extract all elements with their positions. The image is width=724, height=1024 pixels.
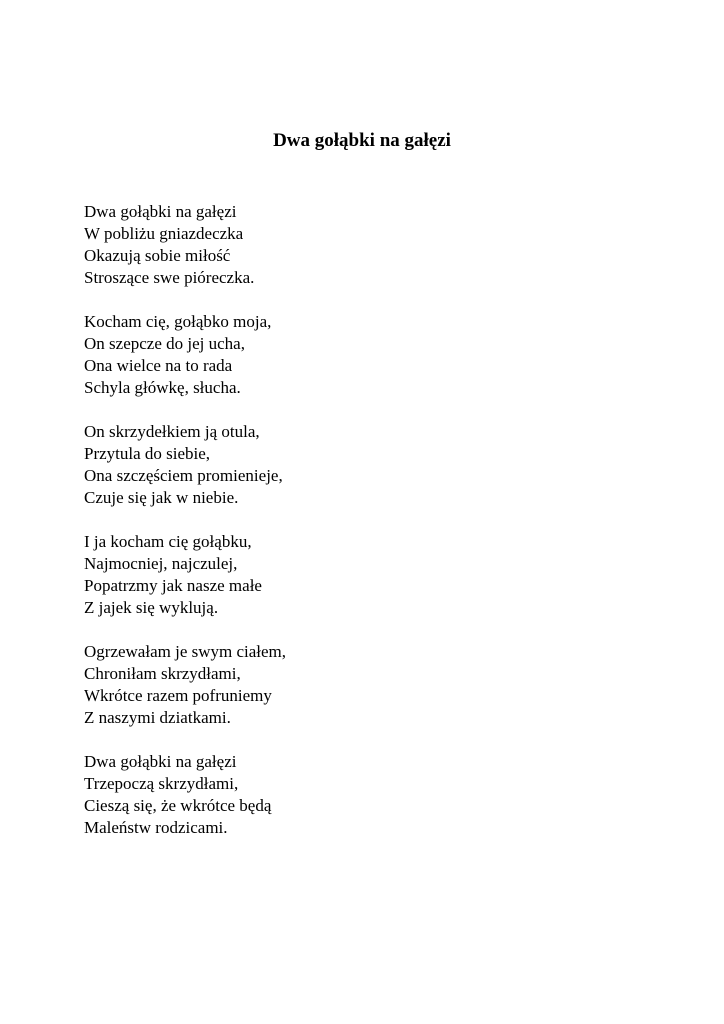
poem-line: Przytula do siebie, <box>84 444 211 463</box>
poem-line: Ogrzewałam je swym ciałem, <box>84 642 287 661</box>
poem-line: Chroniłam skrzydłami, <box>84 664 241 683</box>
poem-line: Maleństw rodzicami. <box>84 818 228 837</box>
poem-line: I ja kocham cię gołąbku, <box>84 532 252 551</box>
poem-line: Trzepoczą skrzydłami, <box>84 774 239 793</box>
stanza-4 <box>84 531 644 619</box>
poem-line: Stroszące swe pióreczka. <box>84 268 255 287</box>
stanza-1 <box>84 201 644 289</box>
poem-line: Z naszymi dziatkami. <box>84 708 231 727</box>
poem-line: Najmocniej, najczulej, <box>84 554 238 573</box>
stanza-2 <box>84 311 644 399</box>
stanza-6 <box>84 751 644 839</box>
poem-line: Czuje się jak w niebie. <box>84 488 239 507</box>
stanza-3 <box>84 421 644 509</box>
poem-line: Z jajek się wyklują. <box>84 598 219 617</box>
poem-title: Dwa gołąbki na gałęzi <box>273 130 451 151</box>
poem-line: Cieszą się, że wkrótce będą <box>84 796 272 815</box>
poem-line: Schyla główkę, słucha. <box>84 378 241 397</box>
stanza-5 <box>84 641 644 729</box>
poem-line: Dwa gołąbki na gałęzi <box>84 752 237 771</box>
poem-line: Wkrótce razem pofruniemy <box>84 686 272 705</box>
poem-line: On szepcze do jej ucha, <box>84 334 245 353</box>
poem-line: Okazują sobie miłość <box>84 246 231 265</box>
poem-line: W pobliżu gniazdeczka <box>84 224 244 243</box>
poem-line: Popatrzmy jak nasze małe <box>84 576 262 595</box>
poem-line: Kocham cię, gołąbko moja, <box>84 312 272 331</box>
poem-line: Ona szczęściem promienieje, <box>84 466 283 485</box>
poem-line: Dwa gołąbki na gałęzi <box>84 202 237 221</box>
poem-line: Ona wielce na to rada <box>84 356 233 375</box>
poem-line: On skrzydełkiem ją otula, <box>84 422 260 441</box>
poem-body <box>84 201 644 861</box>
